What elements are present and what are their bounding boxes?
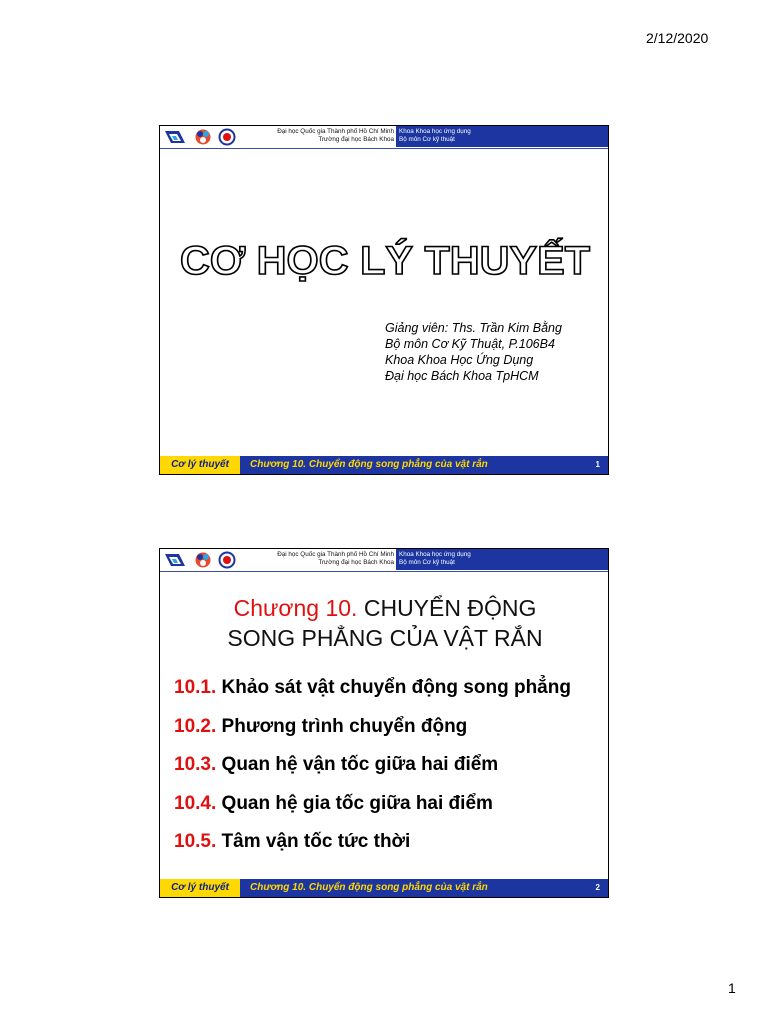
university-logo-icon — [165, 131, 185, 143]
toc-item: 10.3. Quan hệ vận tốc giữa hai điểm — [174, 754, 499, 775]
course-label: Cơ lý thuyết — [160, 879, 240, 897]
slide-2 — [159, 548, 609, 898]
chapter-number: Chương 10. — [233, 595, 358, 621]
slide-number: 1 — [595, 460, 600, 469]
faculty-logo-icon — [220, 553, 235, 568]
toc-item: 10.5. Tâm vận tốc tức thời — [174, 831, 411, 852]
slide-title — [160, 206, 609, 306]
slide-header — [160, 549, 608, 572]
slide-footer — [160, 456, 608, 474]
course-label: Cơ lý thuyết — [160, 456, 240, 474]
faculty-logo-icon — [220, 130, 235, 145]
slide-title-text: CƠ HỌC LÝ THUYẾT — [180, 239, 577, 283]
chapter-label: Chương 10. Chuyển động song phẳng của vật rắn 1 — [240, 456, 608, 474]
logos-group — [163, 128, 241, 146]
chapter-label: Chương 10. Chuyển động song phẳng của vật rắn 2 — [240, 879, 608, 897]
lecturer-info: Giảng viên: Ths. Trần Kim Bằng Bộ môn Cơ Kỹ Thuật, P.106B4 Khoa Khoa Học Ứng Dụng Đại học Bách Khoa TpHCM — [385, 321, 562, 383]
toc-item: 10.4. Quan hệ gia tốc giữa hai điểm — [174, 792, 493, 814]
slide-header — [160, 126, 608, 149]
slide-footer — [160, 879, 608, 897]
university-logo-icon — [165, 554, 185, 566]
department-box: Khoa Khoa học ứng dụng Bộ môn Cơ kỹ thuật — [396, 549, 609, 570]
university-name: Đại học Quốc gia Thành phố Hồ Chí Minh Trường đại học Bách Khoa — [277, 128, 394, 143]
slide-number: 2 — [595, 883, 600, 892]
page-date: 2/12/2020 — [646, 30, 709, 46]
toc-item: 10.1. Khảo sát vật chuyển động song phẳng — [174, 677, 571, 698]
logos-group — [163, 551, 241, 569]
department-box: Khoa Khoa học ứng dụng Bộ môn Cơ kỹ thuật — [396, 126, 609, 147]
slide-1 — [159, 125, 609, 475]
school-logo-icon — [196, 553, 211, 568]
chapter-title: Chương 10. CHUYỂN ĐỘNG SONG PHẲNG CỦA VẬT RẮN — [227, 595, 543, 651]
page-number: 1 — [728, 980, 736, 996]
university-name: Đại học Quốc gia Thành phố Hồ Chí Minh Trường đại học Bách Khoa — [277, 551, 394, 566]
toc-item: 10.2. Phương trình chuyển động — [174, 715, 468, 737]
table-of-contents — [174, 677, 571, 870]
school-logo-icon — [196, 130, 211, 145]
